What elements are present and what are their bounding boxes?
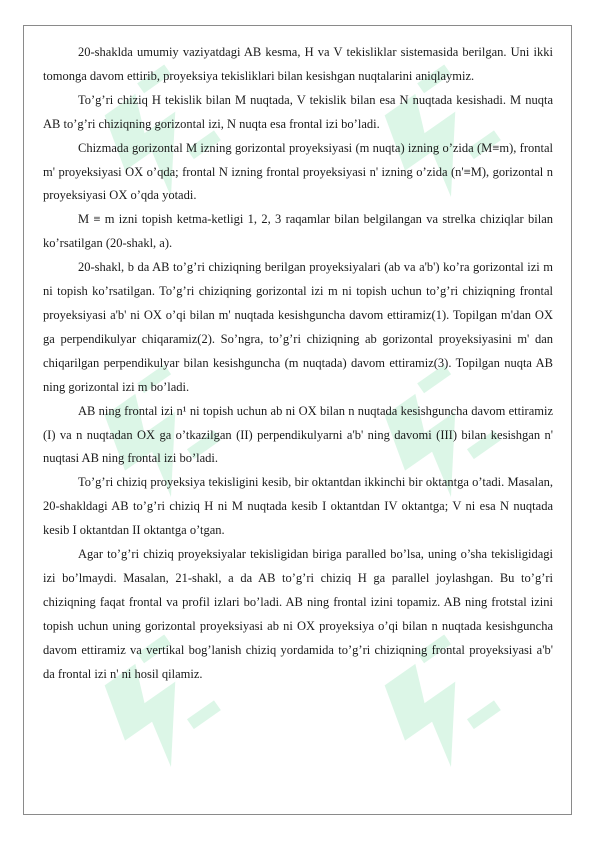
document-body bbox=[43, 41, 553, 686]
paragraph: To’g’ri chiziq proyeksiya tekisligini kesib, bir oktantdan ikkinchi bir oktantga o’tadi. Masalan, 20-shakldagi AB to’g’ri chiziq H ni M nuqtada kesib I oktantdan IV oktantga; V ni esa N nuqtada kesib I oktantdan II oktantga o’tgan. bbox=[43, 475, 553, 538]
paragraph: 20-shakl, b da AB to’g’ri chiziqning berilgan proyeksiyalari (ab va a'b') ko’ra gorizontal izi m ni topish ko’rsatilgan. To’g’ri chiziqning gorizontal izi m ni topish uchun to’g’ri chiziqning frontal proyeksiyasi a'b' ni OX o’qi bilan m' nuqtada kesishguncha davom ettiramiz(1). Topilgan m'dan OX ga perpendikulyar chiqaramiz(2). So’ngra, to’g’ri chiziqning ab gorizontal proyeksiyasini m' dan chiqarilgan perpendikulyar bilan kesishguncha (m nuqtada) davom ettiramiz(3). Topilgan nuqta AB ning gorizontal izi m bo’ladi. bbox=[43, 260, 553, 394]
paragraph: M ≡ m izni topish ketma-ketligi 1, 2, 3 raqamlar bilan belgilangan va strelka chiziqlar bilan ko’rsatilgan (20-shakl, a). bbox=[43, 212, 553, 251]
paragraph: 20-shaklda umumiy vaziyatdagi AB kesma, H va V tekisliklar sistemasida berilgan. Uni ikki tomonga davom ettirib, proyeksiya tekisliklari bilan kesishgan nuqtalarini aniqlaymiz. bbox=[43, 45, 553, 83]
paragraph: Agar to’g’ri chiziq proyeksiyalar tekisligidan biriga paralled bo’lsa, uning o’sha tekisligidagi izi bo’lmaydi. Masalan, 21-shakl, a da AB to’g’ri chiziq H ga parallel joylashgan. Bu to’g’ri chiziqning faqat frontal va profil izlari bo’ladi. AB ning frontal izini topamiz. AB ning frotstal izini topish uchun uning gorizontal proyeksiyasi ab ni OX proyeksiya o’qi bilan n nuqtada kesishguncha davom ettiramiz va vertikal bog’lanish chiziq yordamida to’g’ri chiziqning frontal proyeksiyasi a'b' da frontal izi n' ni hosil qilamiz. bbox=[43, 547, 553, 681]
paragraph: Chizmada gorizontal M izning gorizontal proyeksiyasi (m nuqta) izning o’zida (M≡m), frontal m' proyeksiyasi OX o’qda; frontal N izning frontal proyeksiyasi n' izning o’zida (n'≡M), gorizontal n proyeksiyasi OX o’qda yotadi. bbox=[43, 140, 553, 203]
paragraph: AB ning frontal izi n¹ ni topish uchun ab ni OX bilan n nuqtada kesishguncha davom ettiramiz (I) va n nuqtadan OX ga o’tkazilgan (II) perpendikulyarni a'b' ning davomi (III) bilan kesishgan n' nuqtasi AB ning frontal izi bo’ladi. bbox=[43, 403, 553, 466]
paragraph: To’g’ri chiziq H tekislik bilan M nuqtada, V tekislik bilan esa N nuqtada kesishadi. M nuqta AB to’g’ri chiziqning gorizontal izi, N nuqta esa frontal izi bo’ladi. bbox=[43, 92, 553, 131]
